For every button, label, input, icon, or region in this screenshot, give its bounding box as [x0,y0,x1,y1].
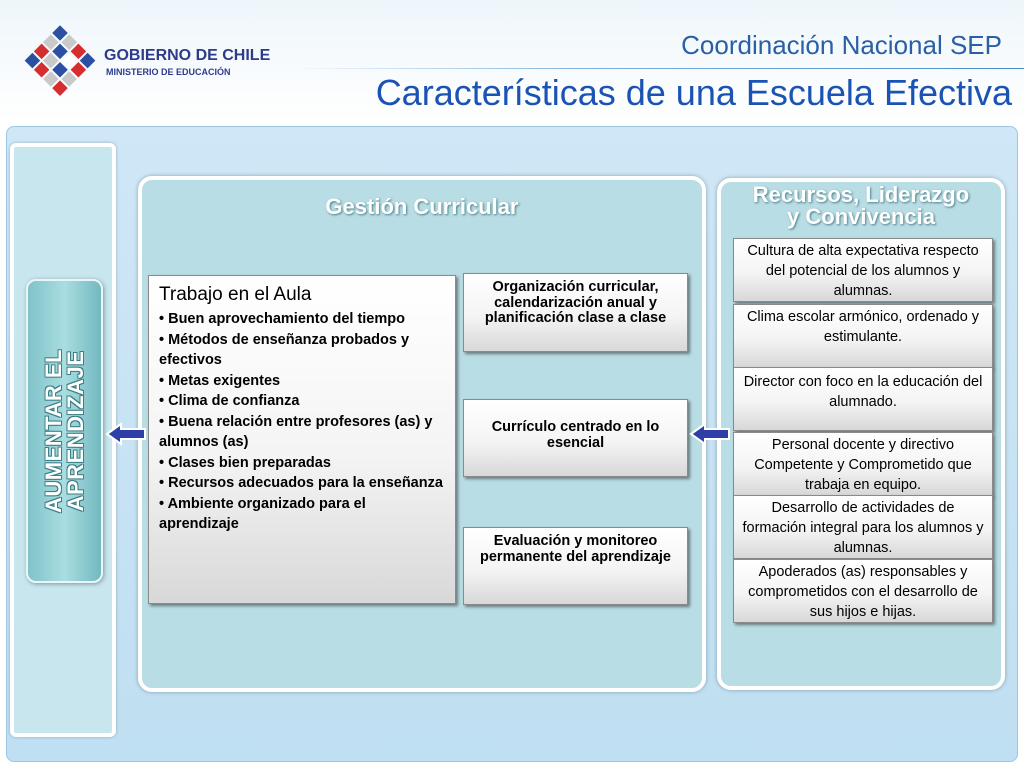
trabajo-aula-title: Trabajo en el Aula [159,284,312,305]
list-item: • Metas exigentes [159,372,281,389]
recurso-item-3: Director con foco en la educación del alumnado. [733,367,993,431]
goal-label-line2: APRENDIZAJE [62,350,88,512]
logo-title: GOBIERNO DE CHILE [104,47,271,64]
goal-label [40,283,88,579]
recurso-item-5: Desarrollo de actividades de formación integral para los alumnos y alumnas. [733,495,993,559]
gobierno-logo-icon [24,24,96,96]
gestion-curricular-title: Gestión Curricular [325,194,519,219]
list-item: • Recursos adecuados para la enseñanza [159,475,443,491]
recurso-item-2: Clima escolar armónico, ordenado y estimulante. [733,304,993,368]
goal-label-line1: AUMENTAR EL [40,349,66,513]
curriculo-esencial-box: Currículo centrado en lo esencial [463,399,688,477]
goal-pill [26,279,103,583]
list-item: • Métodos de enseñanza probados y efectivos [159,331,410,368]
org-name: Coordinación Nacional SEP [681,30,1002,60]
recurso-item-6: Apoderados (as) responsables y comprometidos con el desarrollo de sus hijos e hijas. [733,559,993,623]
recursos-title-line2: y Convivencia [787,204,935,229]
recurso-item-4: Personal docente y directivo Competente y Comprometido que trabaja en equipo. [733,432,993,496]
trabajo-aula-box [148,275,456,604]
left-arrow-icon [689,422,731,446]
page-title: Características de una Escuela Efectiva [375,72,1012,113]
recursos-liderazgo-title [722,184,1000,228]
list-item: • Buena relación entre profesores (as) y alumnos (as) [159,413,433,450]
list-item: • Clima de confianza [159,393,300,409]
evaluacion-monitoreo-box: Evaluación y monitoreo permanente del aprendizaje [463,527,688,605]
recurso-item-1: Cultura de alta expectativa respecto del potencial de los alumnos y alumnas. [733,238,993,302]
recursos-title-line1: Recursos, Liderazgo [752,182,970,207]
trabajo-aula-list [159,309,445,535]
list-item: • Ambiente organizado para el aprendizaje [159,495,366,532]
list-item: • Clases bien preparadas [159,454,331,471]
logo-subtitle: MINISTERIO DE EDUCACIÓN [106,67,231,77]
left-arrow-icon [105,422,147,446]
header-divider [290,68,1024,69]
organizacion-curricular-box: Organización curricular, calendarización anual y planificación clase a clase [463,273,688,352]
header [0,0,1024,122]
list-item: • Buen aprovechamiento del tiempo [159,311,405,327]
